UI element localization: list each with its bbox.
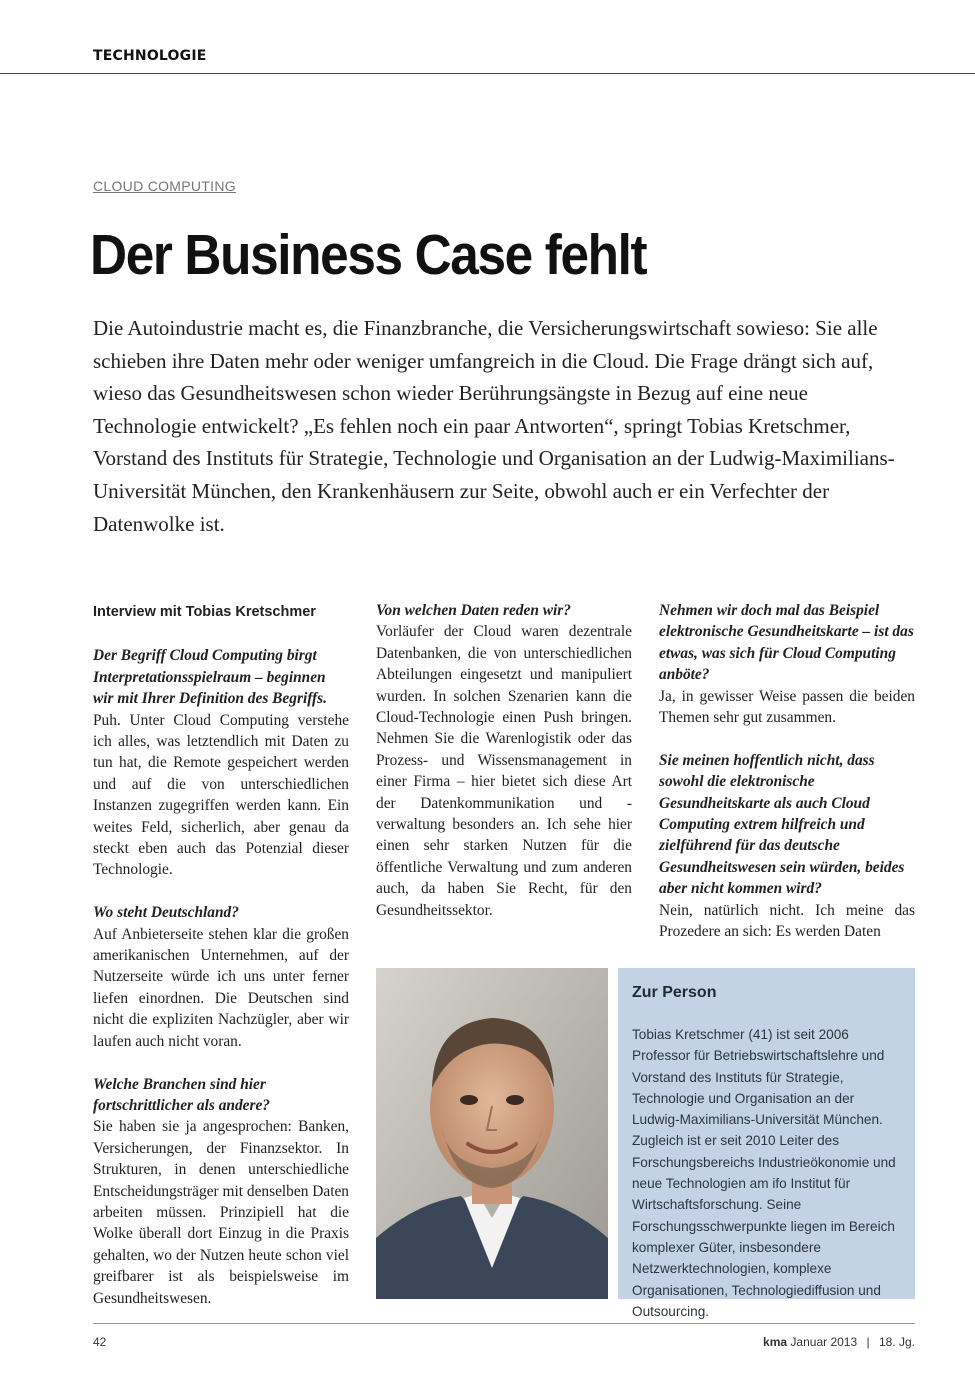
answer: Puh. Unter Cloud Computing verstehe ich alles, was letztendlich mit Daten zu tun hat, die Remote gespeichert werden und auf die von unterschiedlichen Instanzen zugegriffen werden kann. Ein weites Feld, sicherlich, aber genau da steckt eben auch das Potenzial dieser Technologie. <box>93 711 349 879</box>
footer-separator: | <box>866 1335 870 1349</box>
footer-rule <box>93 1323 915 1324</box>
headline: Der Business Case fehlt <box>90 223 647 287</box>
page-number: 42 <box>93 1335 107 1349</box>
answer: Sie haben sie ja angesprochen: Banken, Versicherungen, der Finanzsektor. In Strukturen, in denen unterschiedliche Entscheidungsträger mit denselben Daten arbeiten müssen. Prinzipiell hat die Wolke überall dort Einzug in die Praxis gehalten, wo der Nutzen heute schon viel greifbarer ist als beispielsweise im Gesundheitswesen. <box>93 1118 350 1307</box>
answer: Ja, in gewisser Weise passen die beiden Themen sehr gut zusammen. <box>659 687 915 727</box>
question: Nehmen wir doch mal das Beispiel elektronische Gesundheitskarte – ist das etwas, was sich für Cloud Computing anböte? <box>659 602 914 684</box>
column-1 <box>93 600 349 1330</box>
issue-date: Januar 2013 <box>790 1335 858 1349</box>
answer: Auf Anbieterseite stehen klar die großen amerikanischen Unternehmen, auf der Nutzerseite würde ich uns unter ferner liefen einordnen. Die Deutschen sind nicht die expliziten Nachzügler, aber wir laufen auch nicht voran. <box>93 925 349 1050</box>
kicker: CLOUD COMPUTING <box>93 178 236 194</box>
qa-block <box>376 600 632 921</box>
portrait-photo <box>376 968 608 1299</box>
portrait-icon <box>376 968 608 1299</box>
question: Wo steht Deutschland? <box>93 904 239 922</box>
person-info-title: Zur Person <box>632 984 717 1001</box>
question: Sie meinen hoffentlich nicht, dass sowohl die elektronische Gesundheitskarte als auch Cloud Computing extrem hilfreich und zielführend für das deutsche Gesundheitswesen sein würden, beides aber nicht kommen wird? <box>659 751 905 898</box>
question: Welche Branchen sind hier fortschrittlicher als andere? <box>93 1075 270 1114</box>
magazine-brand: kma <box>763 1335 788 1349</box>
person-info-box <box>618 968 915 1319</box>
question: Von welchen Daten reden wir? <box>376 602 571 619</box>
lead-paragraph: Die Autoindustrie macht es, die Finanzbranche, die Versicherungswirtschaft sowieso: Sie alle schieben ihre Daten mehr oder weniger umfangreich in die Cloud. Die Frage drängt sich auf, wieso das Gesundheitswesen schon wieder Berührungsängste in Bezug auf eine neue Technologie entwickelt? „Es fehlen noch ein paar Antworten“, springt Tobias Kretschmer, Vorstand des Instituts für Strategie, Technologie und Organisation an der Ludwig-Maximilians-Universität München, den Krankenhäusern zur Seite, obwohl auch er ein Verfechter der Datenwolke ist. <box>93 316 895 536</box>
answer: Vorläufer der Cloud waren dezentrale Datenbanken, die von unterschiedlichen Abteilungen eingesetzt und manipuliert wurden. In solchen Szenarien kann die Cloud-Technologie einen Push bringen. Nehmen Sie die Warenlogistik oder das Prozess- und Wissensmanagement in einer Firma – hier bietet sich diese Art der Datenkommunikation und -verwaltung besonders an. Ich sehe hier einen sehr starken Nutzen für die öffentliche Verwaltung und zum anderen auch, da haben Sie Recht, für den Gesundheitssektor. <box>376 623 632 919</box>
section-label: TECHNOLOGIE <box>93 48 207 64</box>
interview-label: Interview mit Tobias Kretschmer <box>93 604 316 620</box>
question: Der Begriff Cloud Computing birgt Interpretationsspielraum – beginnen wir mit Ihrer Definition des Begriffs. <box>93 647 328 708</box>
qa-block <box>93 902 349 1052</box>
column-3 <box>659 600 915 964</box>
answer: Nein, natürlich nicht. Ich meine das Prozedere an sich: Es werden Daten <box>659 901 915 941</box>
qa-block <box>659 600 915 728</box>
person-info-text: Tobias Kretschmer (41) ist seit 2006 Professor für Betriebswirtschaftslehre und Vorstand des Instituts für Strategie, Technologie und Organisation an der Ludwig-Maximilians-Universität München. Zugleich ist er seit 2010 Leiter des Forschungsbereichs Industrieökonomie und neue Technologien am ifo Institut für Wirtschaftsforschung. Seine Forschungsschwerpunkte liegen im Bereich komplexer Güter, insbesondere Netzwerktechnologien, komplexe Organisationen, Technologiediffusion und Outsourcing. <box>632 1027 896 1319</box>
qa-block <box>93 645 349 880</box>
header-rule <box>0 73 975 74</box>
qa-block <box>93 1074 349 1309</box>
footer-issue-info <box>763 1335 915 1349</box>
qa-block <box>659 750 915 943</box>
column-2 <box>376 600 632 942</box>
volume: 18. Jg. <box>878 1335 915 1349</box>
